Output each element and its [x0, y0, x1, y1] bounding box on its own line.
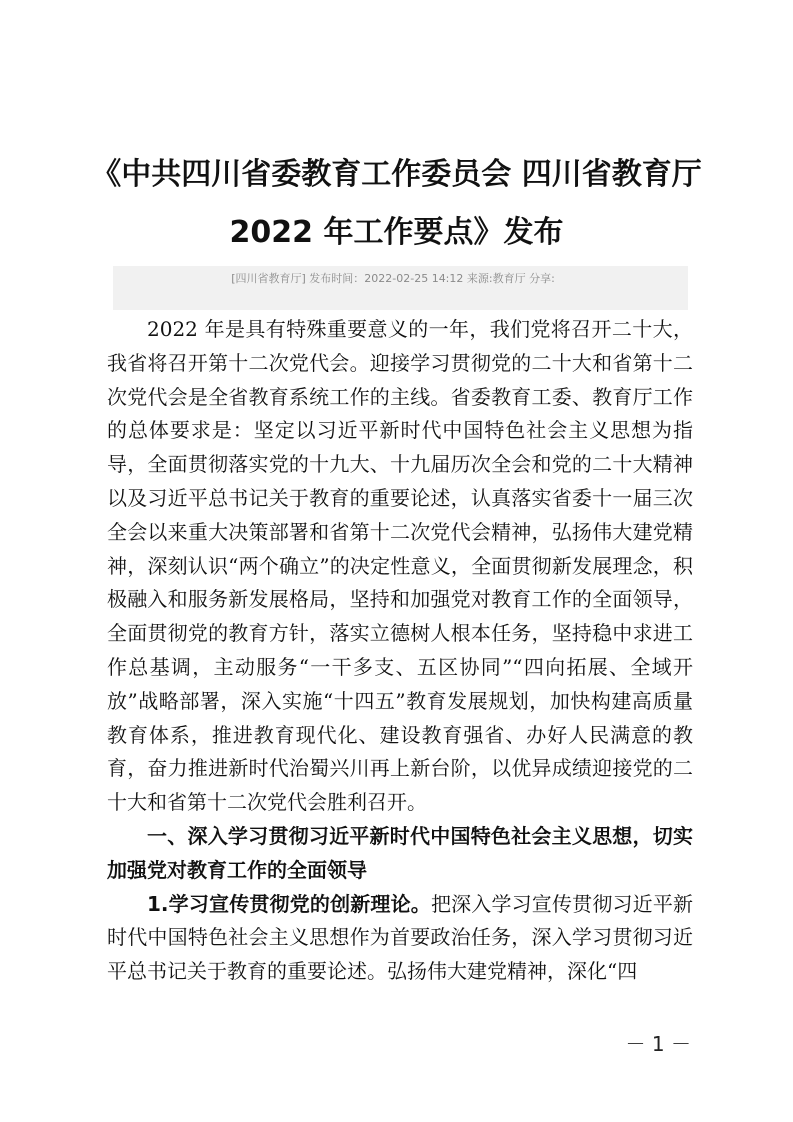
section-heading: 一、深入学习贯彻习近平新时代中国特色社会主义思想，切实加强党对教育工作的全面领导	[107, 823, 693, 882]
item-1-text: 把深入学习宣传贯彻习近平新时代中国特色社会主义思想作为首要政治任务，深入学习贯彻习近平总书记关于教育的重要论述。弘扬伟大建党精神，深化“四	[107, 891, 694, 984]
intro-paragraph: 2022 年是具有特殊重要意义的一年，我们党将召开二十大，我省将召开第十二次党代会。迎接学习贯彻党的二十大和省第十二次党代会是全省教育系统工作的主线。省委教育工委、教育厅工作的总体要求是：坚定以习近平新时代中国特色社会主义思想为指导，全面贯彻落实党的十九大、十九届历次全会和党的二十大精神以及习近平总书记关于教育的重要论述，认真落实省委十一届三次全会以来重大决策部署和省第十二次党代会精神，弘扬伟大建党精神，深刻认识“两个确立”的决定性意义，全面贯彻新发展理念，积极融入和服务新发展格局，坚持和加强党对教育工作的全面领导，全面贯彻党的教育方针，落实立德树人根本任务，坚持稳中求进工作总基调，主动服务“一干多支、五区协同”“四向拓展、全域开放”战略部署，深入实施“十四五”教育发展规划，加快构建高质量教育体系，推进教育现代化、建设教育强省、办好人民满意的教育，奋力推进新时代治蜀兴川再上新台阶，以优异成绩迎接党的二十大和省第十二次党代会胜利召开。	[107, 317, 693, 815]
document-title: 《中共四川省委教育工作委员会 四川省教育厅 2022 年工作要点》发布	[91, 157, 702, 250]
document-body	[107, 313, 693, 989]
item-1-paragraph	[107, 888, 693, 989]
item-1-heading: 1.学习宣传贯彻党的创新理论。	[147, 891, 431, 916]
publish-meta: [四川省教育厅] 发布时间：2022-02-25 14:12 来源:教育厅 分享:	[231, 272, 555, 285]
page-number: － 1 －	[625, 1032, 691, 1056]
